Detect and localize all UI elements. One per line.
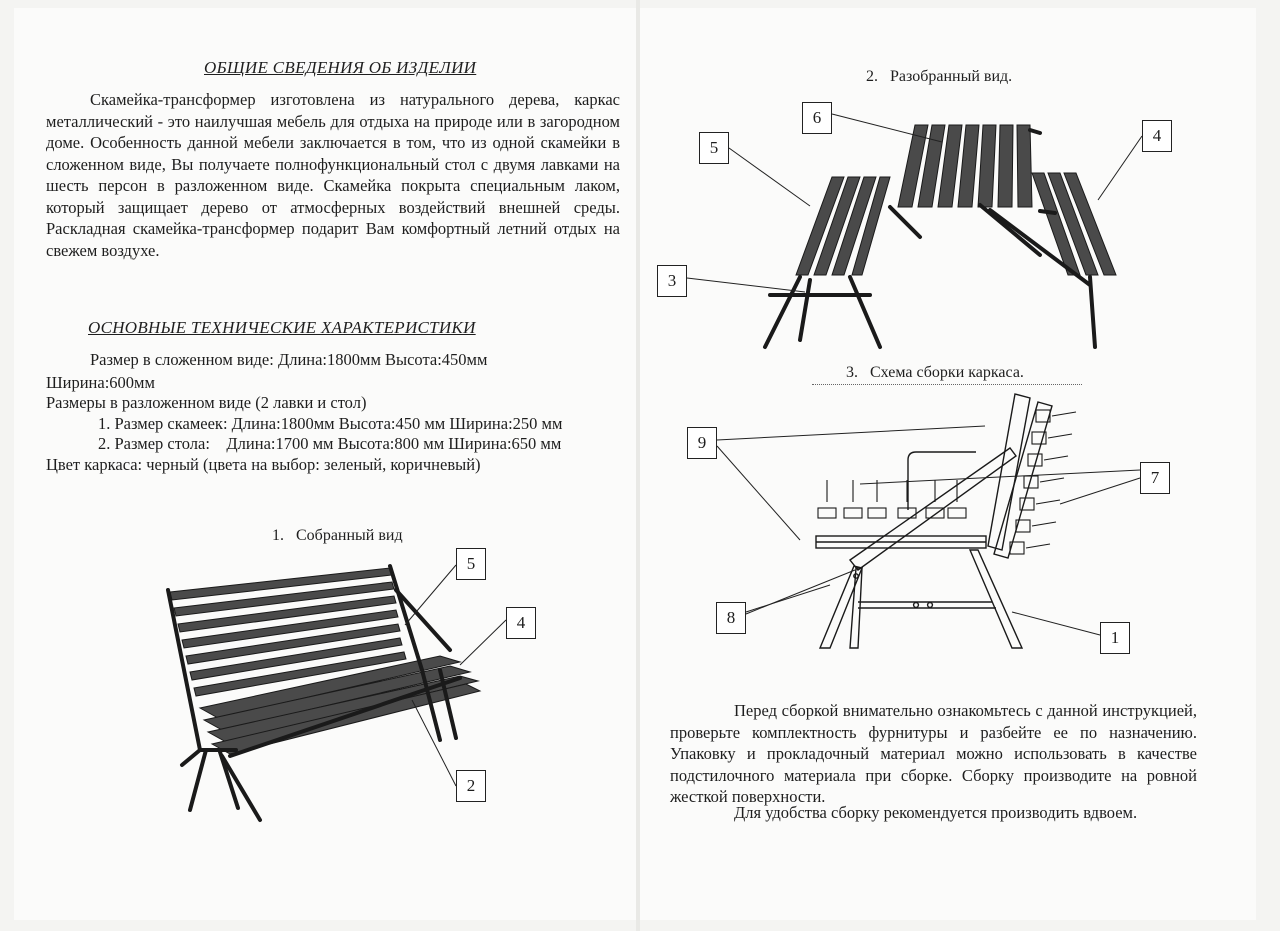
callout-2: 2 (456, 770, 486, 802)
spec-line: Размеры в разложенном виде (2 лавки и стол) (46, 393, 367, 412)
callout-4: 4 (506, 607, 536, 639)
callout-6: 6 (802, 102, 832, 134)
general-info-heading: ОБЩИЕ СВЕДЕНИЯ ОБ ИЗДЕЛИИ (204, 58, 477, 77)
figure3-caption: 3. Схема сборки каркаса. (846, 364, 1024, 381)
callout-5: 5 (699, 132, 729, 164)
callout-1: 1 (1100, 622, 1130, 654)
spec-line: 2. Размер стола: Длина:1700 мм Высота:800 мм Ширина:650 мм (98, 434, 562, 453)
spec-line: Размер в сложенном виде: Длина:1800мм Высота:450мм (90, 350, 488, 369)
callout-8: 8 (716, 602, 746, 634)
figure1-caption: 1. Собранный вид (272, 527, 403, 544)
figure2-caption: 2. Разобранный вид. (866, 68, 1013, 85)
callout-7: 7 (1140, 462, 1170, 494)
assembly-instructions: Перед сборкой внимательно ознакомьтесь с данной инструкцией, проверьте комплектность фурнитуры и разбейте ее по назначению. Упаковку и прокладочный материал можно использовать в качестве подстилочного материала при сборке. Сборку производите на ровной жесткой поверхности. (670, 701, 1197, 806)
spec-line: 1. Размер скамеек: Длина:1800мм Высота:450 мм Ширина:250 мм (98, 414, 563, 433)
callout-4: 4 (1142, 120, 1172, 152)
specs-heading: ОСНОВНЫЕ ТЕХНИЧЕСКИЕ ХАРАКТЕРИСТИКИ (88, 318, 476, 337)
assembly-note: Для удобства сборку рекомендуется производить вдвоем. (734, 803, 1138, 822)
callout-3: 3 (657, 265, 687, 297)
general-info-text: Скамейка-трансформер изготовлена из натурального дерева, каркас металлический - это наилучшая мебель для отдыха на природе или в загородном доме. Особенность данной мебели заключается в том, что из одной скамейки в сложенном виде, Вы получаете полнофункциональный стол с двумя лавками на шесть персон в разложенном виде. Скамейка покрыта специальным лаком, который защищает дерево от атмосферных воздействий внешней среды. Раскладная скамейка-трансформер подарит Вам комфортный летний отдых на свежем воздухе. (46, 90, 620, 260)
spec-line: Цвет каркаса: черный (цвета на выбор: зеленый, коричневый) (46, 455, 481, 474)
callout-5: 5 (456, 548, 486, 580)
callout-9: 9 (687, 427, 717, 459)
spec-line: Ширина:600мм (46, 373, 155, 392)
